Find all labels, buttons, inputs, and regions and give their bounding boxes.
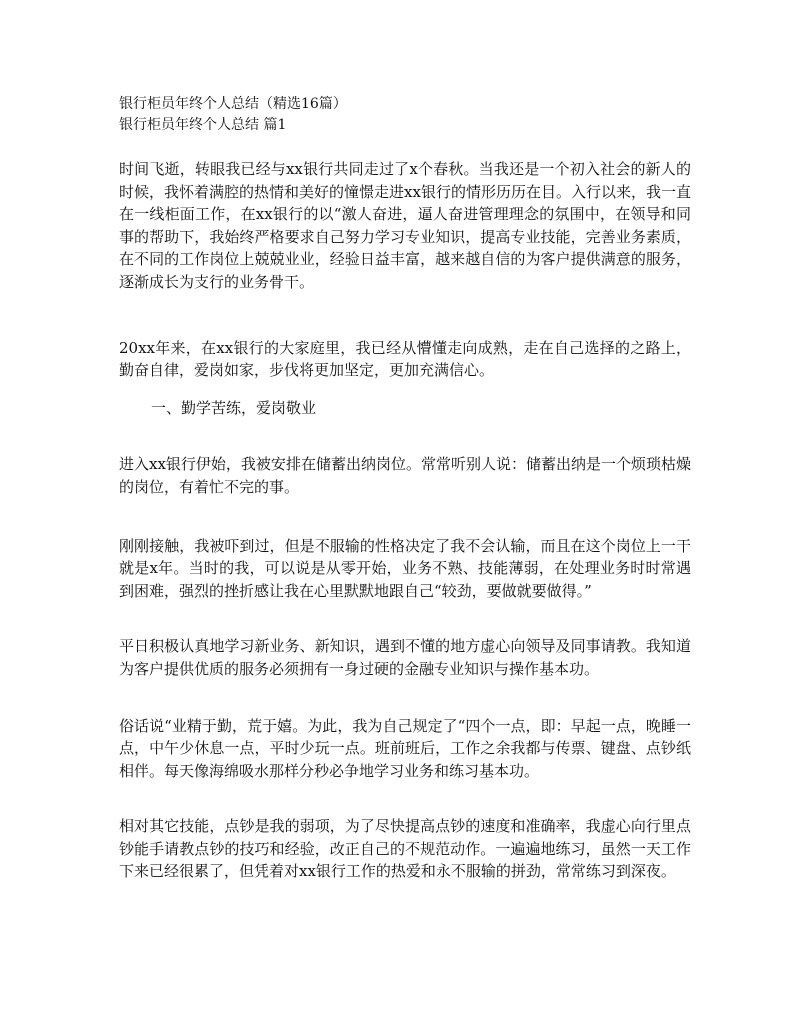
- document-title: 银行柜员年终个人总结（精选16篇）: [119, 96, 347, 112]
- document-subtitle: 银行柜员年终个人总结 篇1: [119, 117, 287, 133]
- paragraph: 平日积极认真地学习新业务、新知识，遇到不懂的地方虚心向领导及同事请教。我知道为客户提供优质的服务必须拥有一身过硬的金融专业知识与操作基本功。: [119, 637, 691, 678]
- paragraph: 进入xx银行伊始，我被安排在储蓄出纳岗位。常常听别人说：储蓄出纳是一个烦琐枯燥的岗位，有着忙不完的事。: [119, 455, 691, 496]
- paragraph: 相对其它技能，点钞是我的弱项，为了尽快提高点钞的速度和准确率，我虚心向行里点钞能手请教点钞的技巧和经验，改正自己的不规范动作。一遍遍地练习，虽然一天工作下来已经很累了，但凭着对xx银行工作的热爱和永不服输的拼劲，常常练习到深夜。: [119, 817, 691, 881]
- paragraph: 20xx年来，在xx银行的大家庭里，我已经从懵懂走向成熟，走在自己选择的之路上，勤奋自律，爱岗如家，步伐将更加坚定，更加充满信心。: [119, 338, 691, 380]
- paragraph: 俗话说“业精于勤，荒于嬉。为此，我为自己规定了“四个一点，即：早起一点，晚睡一点，中午少休息一点，平时少玩一点。班前班后，工作之余我都与传票、键盘、点钞纸相伴。每天像海绵吸水那样分秒必争地学习业务和练习基本功。: [119, 716, 691, 780]
- paragraph: 刚刚接触，我被吓到过，但是不服输的性格决定了我不会认输，而且在这个岗位上一干就是x年。当时的我，可以说是从零开始，业务不熟、技能薄弱，在处理业务时时常遇到困难，强烈的挫折感让我在心里默默地跟自己“较劲，要做就要做得。”: [119, 536, 691, 600]
- paragraph: 时间飞逝，转眼我已经与xx银行共同走过了x个春秋。当我还是一个初入社会的新人的时候，我怀着满腔的热情和美好的憧憬走进xx银行的情形历历在目。入行以来，我一直在一线柜面工作，在xx银行的以“激人奋进，逼人奋进管理理念的氛围中，在领导和同事的帮助下，我始终严格要求自己努力学习专业知识，提高专业技能，完善业务素质，在不同的工作岗位上兢兢业业，经验日益丰富，越来越自信的为客户提供满意的服务，逐渐成长为支行的业务骨干。: [119, 160, 691, 291]
- document-page: [119, 94, 691, 883]
- section-heading: 一、勤学苦练，爱岗敬业: [151, 398, 317, 417]
